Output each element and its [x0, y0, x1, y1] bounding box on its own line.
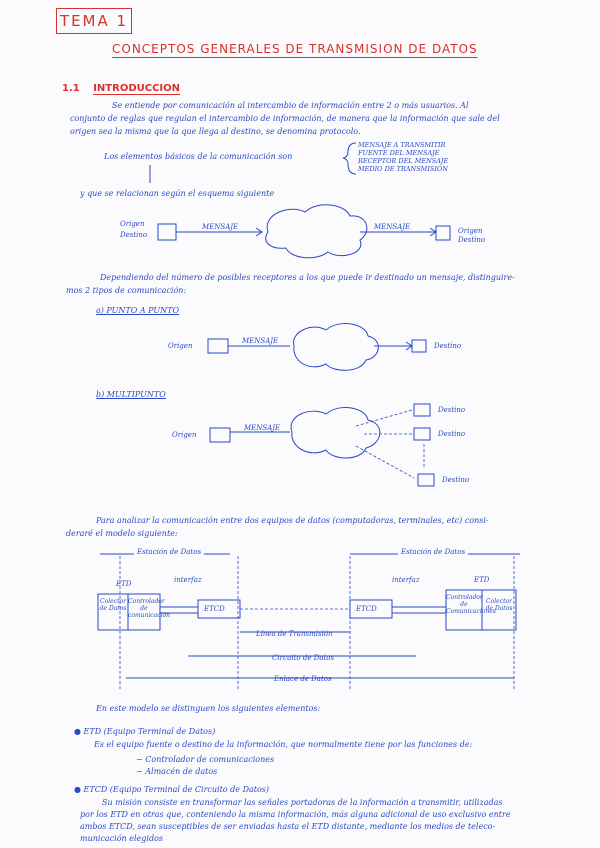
section-title: INTRODUCCION — [93, 83, 181, 94]
msg-label: MENSAJE — [202, 223, 239, 231]
colector-label: Colector de Datos — [485, 598, 513, 612]
etcd-label: ETCD — [356, 605, 377, 613]
origin-label: Origen — [458, 227, 483, 235]
element-item: MENSAJE A TRANSMITIR — [358, 141, 446, 149]
dest-label: Destino — [438, 406, 466, 414]
circuito-label: Circuito de Datos — [272, 654, 335, 662]
intro-line-2: conjunto de reglas que regulan el intercambio de información, de manera que la información que sale del — [70, 114, 500, 123]
origin-label: Origen — [172, 431, 197, 439]
msg-label: MENSAJE — [374, 223, 411, 231]
etd-function: − Almacén de datos — [136, 767, 218, 776]
msg-label: MENSAJE — [242, 337, 279, 345]
mp-link — [356, 410, 412, 426]
dest-label: Destino — [442, 476, 470, 484]
element-item: RECEPTOR DEL MENSAJE — [358, 157, 449, 165]
etd-title-text: ETD (Equipo Terminal de Datos) — [83, 727, 216, 736]
etd-desc: Es el equipo fuente o destino de la información, que normalmente tiene por las funciones de: — [94, 740, 473, 749]
etcd-title: ● ETCD (Equipo Terminal de Circuito de Datos) — [74, 785, 270, 794]
etcd-line-3: ambos ETCD, sean susceptibles de ser enviadas hasta el ETD distante, mediante los medios de teleco- — [80, 822, 496, 831]
network-cloud-2 — [294, 323, 379, 370]
interfaz-label: interfaz — [174, 576, 202, 584]
controller-label: Controlador de comunicación — [128, 598, 171, 619]
network-cloud-1 — [266, 205, 367, 258]
msg-label: MENSAJE — [244, 424, 281, 432]
etd-function-text: Controlador de comunicaciones — [145, 755, 275, 764]
interfaz-label: interfaz — [392, 576, 420, 584]
mp-dest-box-3 — [418, 474, 434, 486]
network-cloud-3 — [291, 407, 380, 458]
page-title: CONCEPTOS GENERALES DE TRANSMISION DE DATOS — [112, 42, 478, 56]
elements-intro: En este modelo se distinguen los siguientes elementos: — [96, 704, 321, 713]
scheme-text: y que se relacionan según el esquema siguiente — [80, 189, 275, 198]
etd-function: − Controlador de comunicaciones — [136, 755, 275, 764]
model-line-1: Para analizar la comunicación entre dos equipos de datos (computadoras, terminales, etc) consi- — [96, 516, 489, 525]
mp-origin-box — [210, 428, 230, 442]
station-label: Estación de Datos — [134, 548, 204, 556]
ptp-origin-box — [208, 339, 228, 353]
dest-label: Destino — [120, 231, 148, 239]
origin-label: Origen — [168, 342, 193, 350]
etd-label: ETD — [474, 576, 490, 584]
elements-label: Los elementos básicos de la comunicación son — [104, 152, 293, 161]
origin-box-left — [158, 224, 176, 240]
linea-label: Línea de Transmisión — [256, 630, 333, 638]
etcd-line-4: municación elegidos — [80, 834, 163, 843]
tema-label: TEMA 1 — [56, 8, 132, 34]
origin-label: Origen — [120, 220, 145, 228]
types-line-2: mos 2 tipos de comunicación: — [66, 286, 187, 295]
mp-dest-box-2 — [414, 428, 430, 440]
mp-dest-box-1 — [414, 404, 430, 416]
intro-line-3: origen sea la misma que la que llega al destino, se denomina protocolo. — [70, 127, 361, 136]
model-line-2: deraré el modelo siguiente: — [66, 529, 178, 538]
dest-label: Destino — [434, 342, 462, 350]
types-line-1: Dependiendo del número de posibles receptores a los que puede ir destinado un mensaje, distinguire- — [100, 273, 515, 282]
station-label: Estación de Datos — [398, 548, 468, 556]
etd-title: ● ETD (Equipo Terminal de Datos) — [74, 727, 216, 736]
element-item: FUENTE DEL MENSAJE — [358, 149, 440, 157]
dest-box-right — [436, 226, 450, 240]
etcd-label: ETCD — [204, 605, 225, 613]
ptp-dest-box — [412, 340, 426, 352]
etcd-title-text: ETCD (Equipo Terminal de Circuito de Datos) — [83, 785, 270, 794]
mp-heading: b) MULTIPUNTO — [96, 390, 166, 399]
dest-label: Destino — [458, 236, 486, 244]
enlace-label: Enlace de Datos — [274, 675, 332, 683]
intro-line-1: Se entiende por comunicación al intercambio de información entre 2 o más usuarios. Al — [112, 101, 469, 110]
elements-brace — [343, 143, 356, 174]
section-number: 1.1 — [62, 83, 80, 94]
controller-label: Controlador de Comunicaciones — [446, 594, 496, 615]
ptp-heading: a) PUNTO A PUNTO — [96, 306, 180, 315]
etd-function-text: Almacén de datos — [145, 767, 218, 776]
element-item: MEDIO DE TRANSMISION — [358, 165, 448, 173]
dest-label: Destino — [438, 430, 466, 438]
etd-label: ETD — [116, 580, 132, 588]
etcd-line-1: Su misión consiste en transformar las señales portadoras de la información a transmitir, utilizadas — [102, 798, 503, 807]
etcd-line-2: por los ETD en otras que, conteniendo la misma información, más alguna adicional de uso exclusivo entre — [80, 810, 511, 819]
colector-label: Colector de Datos — [99, 598, 127, 612]
